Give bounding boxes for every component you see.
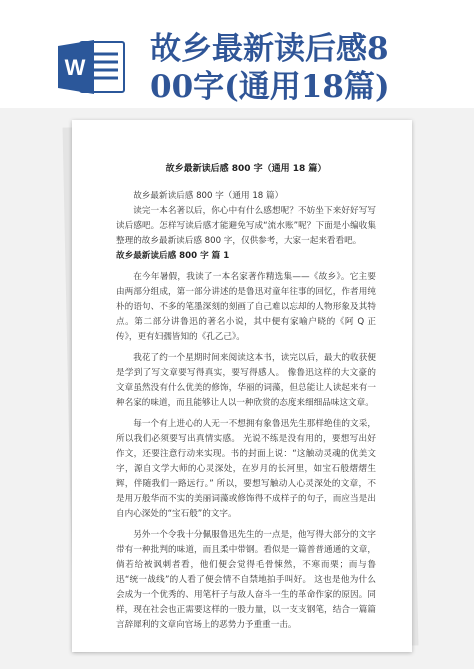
doc-subtitle-line: 故乡最新读后感 800 字（通用 18 篇） xyxy=(133,191,284,201)
paragraph-2: 我花了约一个星期时间来阅读这本书，读完以后，最大的收获便是学到了写文章要写得真实，要写得感人。 像鲁迅这样的大文豪的文章虽然没有什么优美的修饰，华丽的词藻，但总能让人读起来有一种名家的味道，而且能够让人以一种欣赏的态度来细细品味这文章。 xyxy=(116,353,376,408)
paragraph-3: 每一个有上进心的人无一不想拥有象鲁迅先生那样绝佳的文采，所以我们必须要写出真情实感。 光说不练是没有用的，要想写出好作文，还要注意行动来实现。书的封面上说：“这触动灵魂的优美文字，源自文学大师的心灵深处，在岁月的长河里，如宝石般熠熠生辉，伴随我们一路远行。” 所以，要想写触动人心灵深处的文章，不是用万般华而不实的美丽词藻或修饰得不成样子的句子，而应当是出自内心深处的“宝石般”的文字。 xyxy=(116,419,376,519)
page-title: 故乡最新读后感8 00字(通用18篇) xyxy=(150,31,390,105)
doc-title: 故乡最新读后感 800 字（通用 18 篇） xyxy=(165,164,327,174)
doc-intro: 读完一本名著以后，你心中有什么感想呢？不妨坐下来好好写写读后感吧。怎样写读后感才能避免写成“流水账”呢？下面是小编收集整理的故乡最新读后感 800 字，仅供参考，大家一起来看看吧。 xyxy=(116,206,376,246)
document-page xyxy=(72,120,412,652)
section-heading: 故乡最新读后感 800 字 篇 1 xyxy=(116,251,230,261)
paragraph-1: 在今年暑假，我读了一本名家著作精选集——《故乡》。它主要由两部分组成，第一部分讲述的是鲁迅对童年往事的回忆，作者用纯朴的语句、不多的笔墨深刻的刻画了自己难以忘却的人物形象及其特点。第二部分讲鲁迅的著名小说，其中便有家喻户晓的《阿 Q 正传》，更有妇孺皆知的《孔乙己》。 xyxy=(116,272,376,342)
document-preview xyxy=(0,108,474,669)
document-header xyxy=(0,0,474,108)
word-icon-letter: W xyxy=(64,55,86,80)
word-document-icon xyxy=(58,38,128,96)
paragraph-4: 另外一个令我十分佩服鲁迅先生的一点是，他写得大部分的文字带有一种批判的味道，而且柔中带钢。看似是一篇普普通通的文章，倘若给被讽刺者看，他们便会觉得毛骨悚然，不寒而栗；而与鲁迅“统一战线”的人看了便会情不自禁地拍手叫好。 这也是他为什么会成为一个优秀的、用笔杆子与敌人奋斗一生的革命作家的原因。同样，现在社会也正需要这样的一股力量，以一支支钢笔，结合一篇篇言辞犀利的文章向官场上的恶势力予重重一击。 xyxy=(116,530,376,630)
